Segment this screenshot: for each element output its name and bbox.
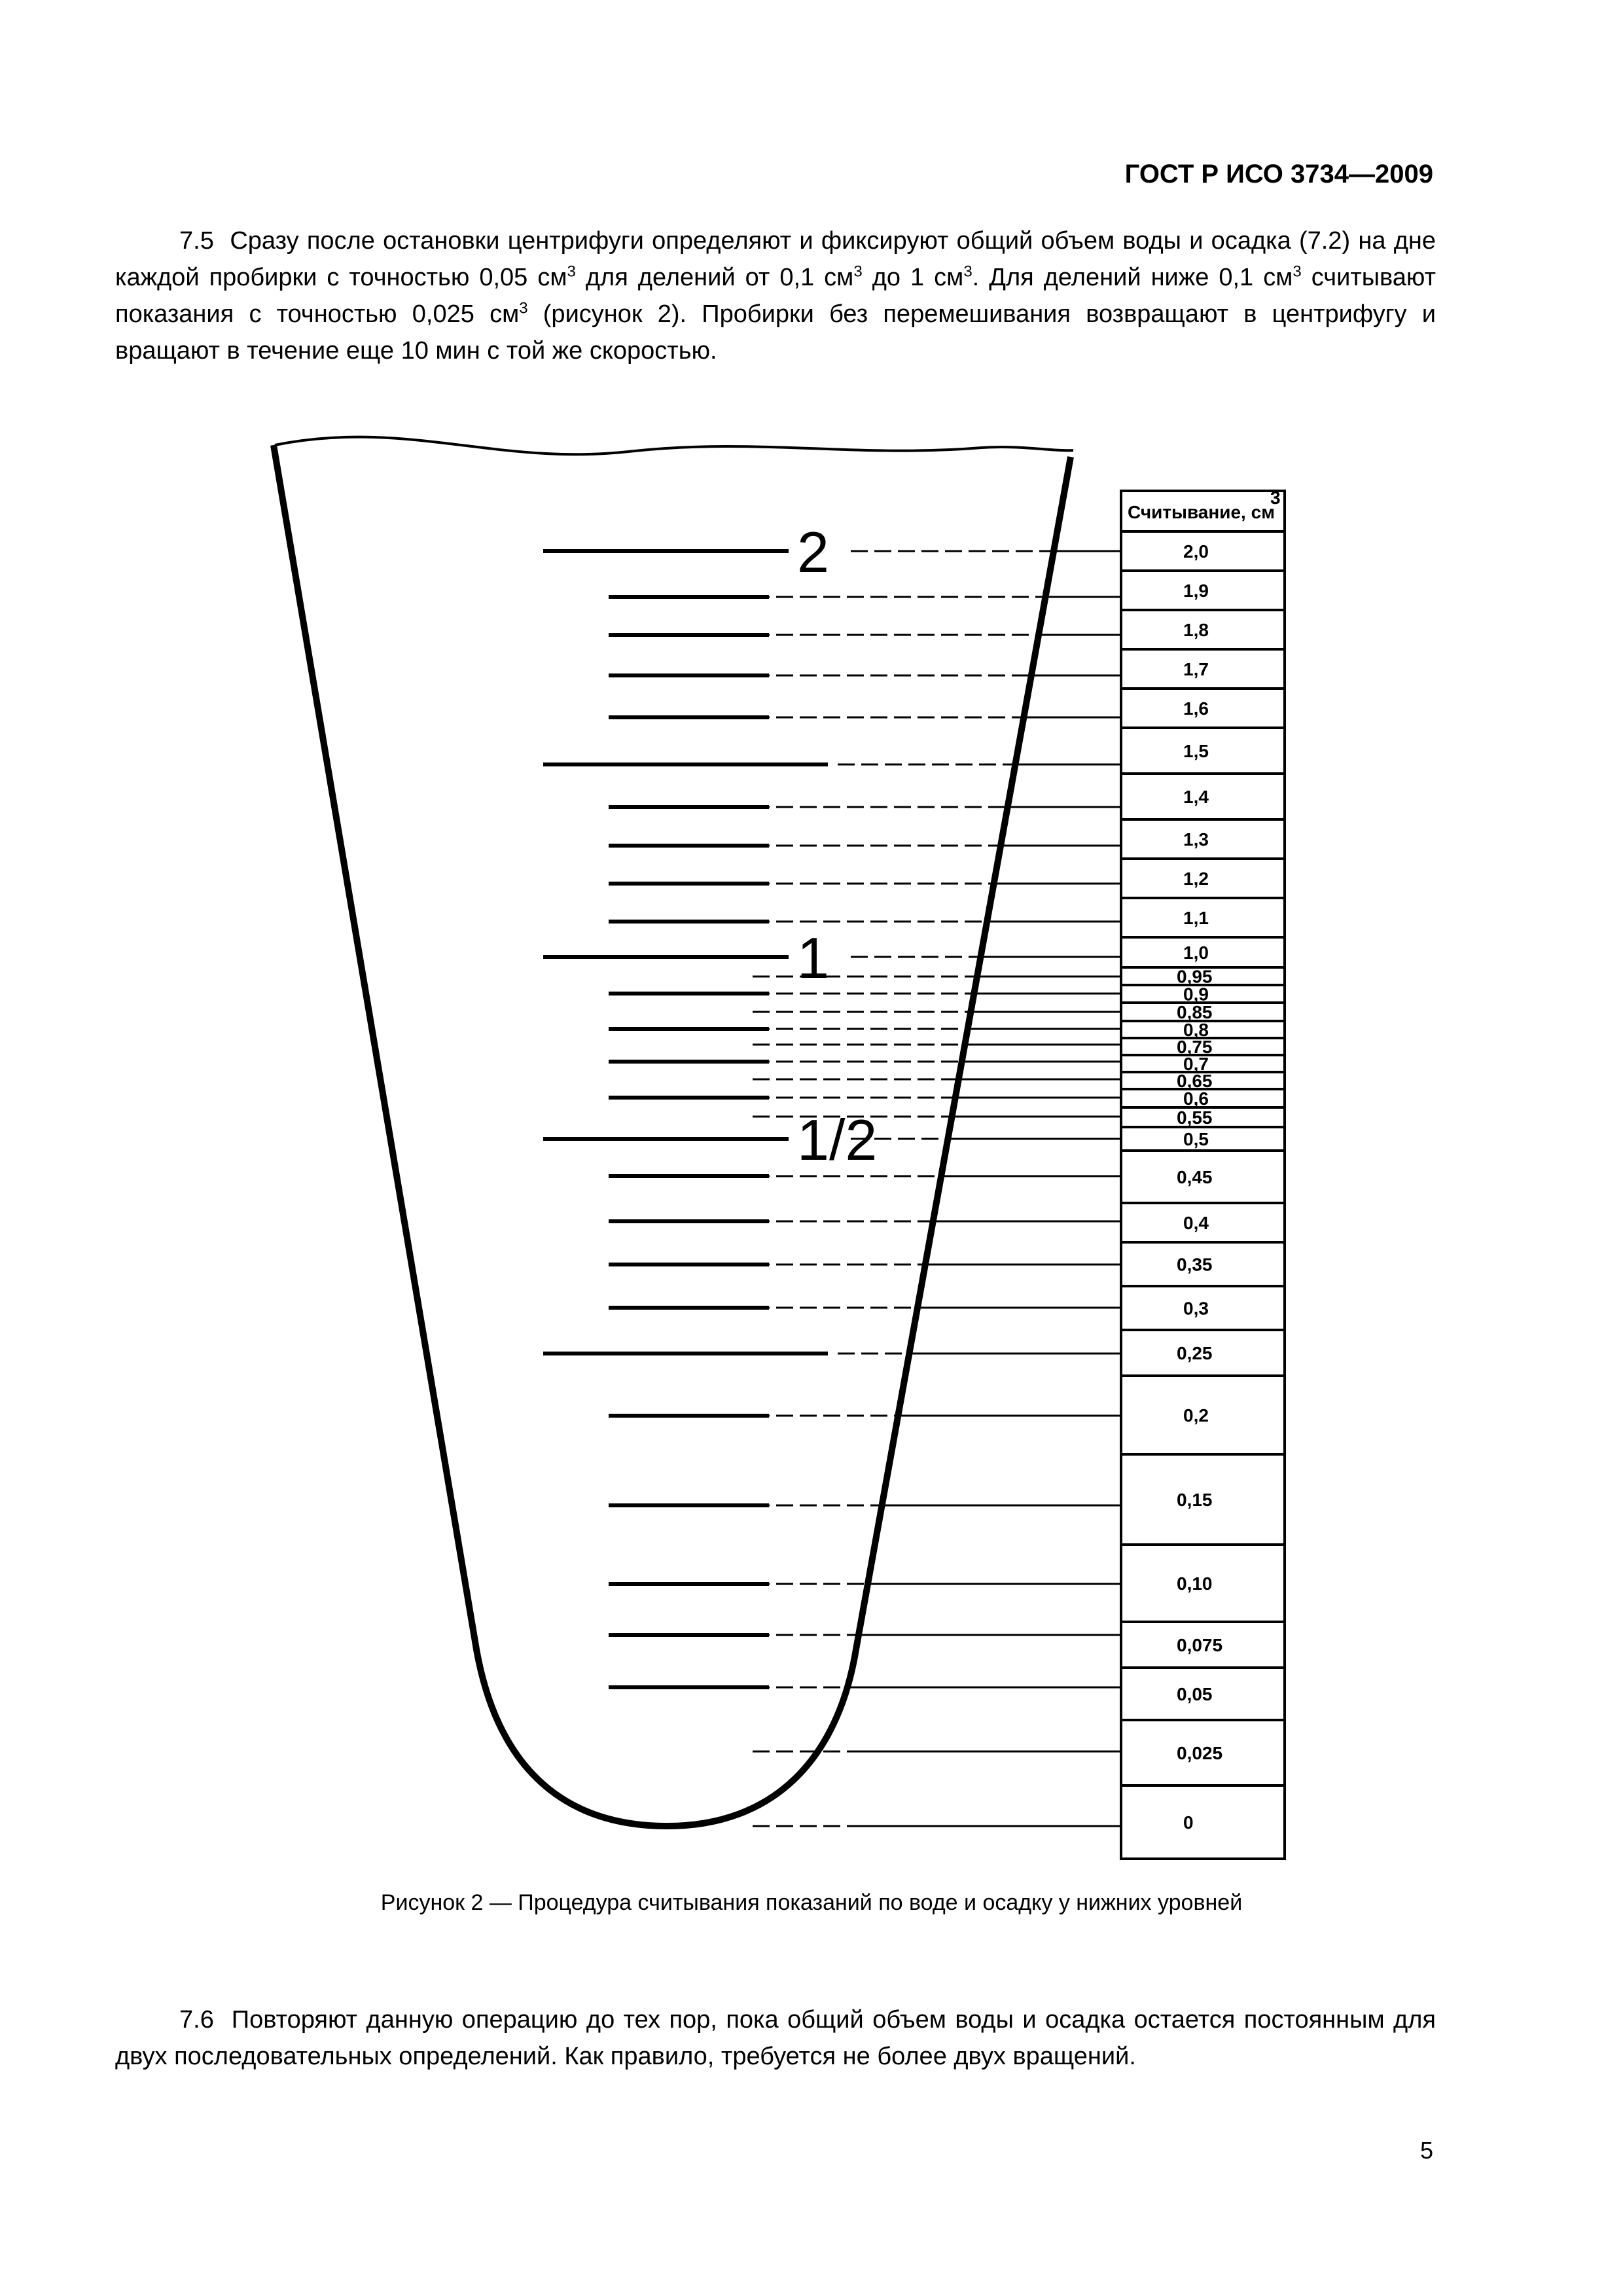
standard-header: ГОСТ Р ИСО 3734—2009: [1124, 160, 1433, 188]
table-cell-value: 0,3: [1183, 1298, 1209, 1319]
table-cell-value: 0,05: [1177, 1684, 1213, 1704]
table-cell-value: 1,3: [1183, 829, 1209, 850]
superscript: 3: [519, 299, 528, 317]
volume-mark-label: 2: [797, 520, 829, 584]
paragraph-text: для делений от 0,1 см: [575, 264, 854, 291]
table-cell-value: 0,025: [1177, 1743, 1223, 1763]
paragraph-text: . Для делений ниже 0,1 см: [972, 264, 1293, 291]
table-cell-value: 0,9: [1183, 984, 1209, 1005]
superscript: 3: [1293, 262, 1302, 281]
superscript: 3: [567, 262, 576, 281]
tube-body: [274, 445, 1071, 1826]
table-cell-value: 0,075: [1177, 1635, 1223, 1655]
table-cell-value: 0,55: [1177, 1107, 1213, 1128]
table-cell-value: 1,9: [1183, 581, 1209, 601]
page-number: 5: [1419, 2137, 1433, 2164]
table-cell-value: 0,65: [1177, 1071, 1213, 1091]
paragraph-7-6: [115, 2001, 1436, 2075]
table-cell-value: 0,15: [1177, 1490, 1213, 1510]
table-cell-value: 0,7: [1183, 1054, 1209, 1074]
volume-mark-label: 1: [797, 925, 829, 990]
table-cell-value: 1,0: [1183, 942, 1209, 963]
table-cell-value: 0,95: [1177, 966, 1213, 987]
tube-outline: [274, 437, 1073, 1826]
table-cell-value: 0,75: [1177, 1037, 1213, 1057]
table-cell-value: 1,7: [1183, 659, 1209, 679]
table-cell-value: 0,45: [1177, 1167, 1213, 1187]
superscript: 3: [963, 262, 972, 281]
table-cell-value: 0,10: [1177, 1573, 1213, 1594]
tube-graduations: [543, 520, 1121, 1826]
tube-top-edge: [275, 437, 1073, 455]
table-cell-value: 0,35: [1177, 1254, 1213, 1275]
paragraph-text: до 1 см: [862, 264, 964, 291]
table-cell-value: 1,6: [1183, 698, 1209, 719]
reading-table: [1121, 488, 1285, 1859]
paragraph-number: 7.6: [179, 2006, 214, 2034]
table-cell-value: 1,2: [1183, 869, 1209, 889]
table-cell-value: 0,8: [1183, 1020, 1209, 1040]
paragraph-text: считывают показания с точностью 0,025 см: [115, 264, 1436, 328]
paragraph-text: (рисунок 2). Пробирки без перемешивания возвращают в центрифугу и вращают в течение еще 10 мин с той же скоростью.: [115, 300, 1436, 365]
table-cell: [1121, 1785, 1285, 1859]
table-header-text: Считывание, см: [1128, 502, 1275, 522]
superscript: 3: [853, 262, 863, 281]
table-cell-value: 0,85: [1177, 1002, 1213, 1022]
paragraph-text: Сразу после остановки центрифуги определяют и фиксируют общий объем воды и осадка (7.2) на дне каждой пробирки с точностью 0,05 см: [115, 227, 1436, 291]
figure-caption: Рисунок 2 — Процедура считывания показаний по воде и осадку у нижних уровней: [380, 1890, 1243, 1915]
volume-mark-label: 1/2: [797, 1107, 878, 1172]
table-cell-value: 0,2: [1183, 1405, 1209, 1426]
table-cell-value: 1,4: [1183, 787, 1209, 807]
table-cell-value: 1,8: [1183, 620, 1209, 640]
table-cell-value: 0,4: [1183, 1213, 1209, 1233]
paragraph-text: Повторяют данную операцию до тех пор, пока общий объем воды и осадка остается постоянным для двух последовательных определений. Как правило, требуется не более двух вращений.: [115, 2006, 1436, 2070]
table-cell-value: 2,0: [1183, 541, 1209, 562]
table-cell-value: 1,5: [1183, 741, 1209, 761]
table-cell-value: 0,6: [1183, 1088, 1209, 1109]
table-header-superscript: 3: [1270, 488, 1281, 508]
table-cell-value: 0,5: [1183, 1129, 1209, 1149]
paragraph-number: 7.5: [179, 227, 214, 255]
table-cell-value: 1,1: [1183, 908, 1209, 928]
table-cell-value: 0,25: [1177, 1343, 1213, 1363]
table-cell-value: 0: [1183, 1812, 1194, 1833]
